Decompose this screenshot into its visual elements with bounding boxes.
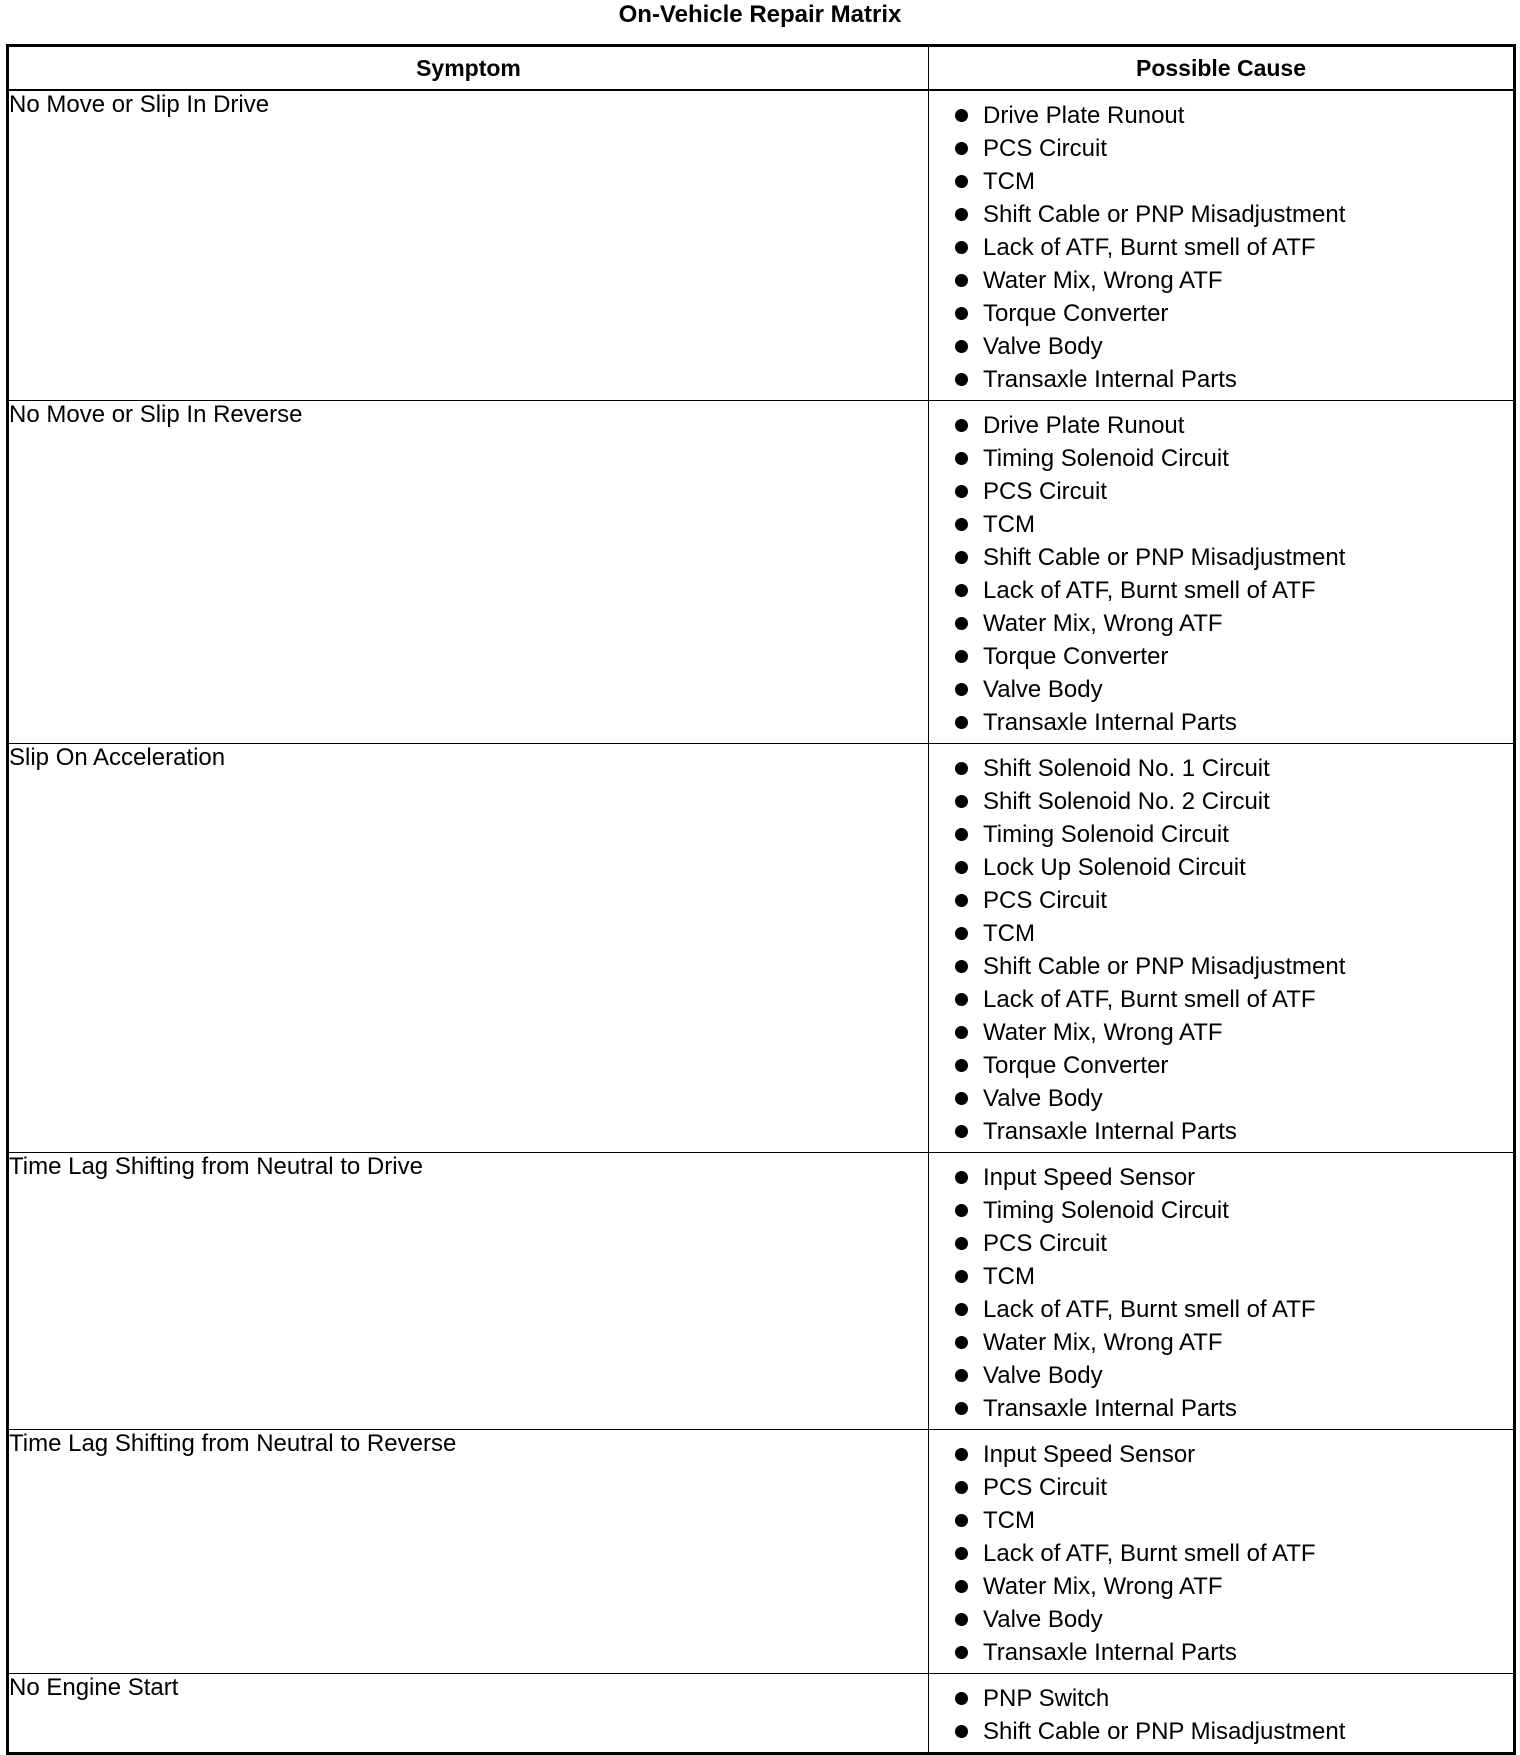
cause-list-item [929, 409, 1513, 442]
cause-text: TCM [983, 511, 1035, 538]
bullet-icon [955, 1613, 968, 1626]
cause-text: Lack of ATF, Burnt smell of ATF [983, 1296, 1316, 1323]
cause-text: TCM [983, 920, 1035, 947]
cause-list-item [929, 1570, 1513, 1603]
cause-text: TCM [983, 1507, 1035, 1534]
cause-text: Water Mix, Wrong ATF [983, 1573, 1223, 1600]
cause-list [929, 401, 1513, 743]
symptom-cell: No Engine Start [8, 1674, 929, 1754]
bullet-icon [955, 1646, 968, 1659]
cause-list-item [929, 363, 1513, 396]
symptom-cell: No Move or Slip In Reverse [8, 401, 929, 744]
cause-text: Transaxle Internal Parts [983, 1118, 1237, 1145]
bullet-icon [955, 716, 968, 729]
symptom-column-header: Symptom [8, 46, 929, 91]
cause-text: Input Speed Sensor [983, 1164, 1196, 1191]
cause-text: Shift Cable or PNP Misadjustment [983, 1718, 1346, 1745]
cause-text: Input Speed Sensor [983, 1441, 1196, 1468]
cause-list-item [929, 1392, 1513, 1425]
bullet-icon [955, 1059, 968, 1072]
bullet-icon [955, 208, 968, 221]
cause-list-item [929, 297, 1513, 330]
possible-cause-cell [929, 1674, 1515, 1754]
table-body [8, 90, 1515, 1754]
cause-text: Transaxle Internal Parts [983, 366, 1237, 393]
cause-text: Transaxle Internal Parts [983, 1639, 1237, 1666]
bullet-icon [955, 1303, 968, 1316]
cause-list-item [929, 1636, 1513, 1669]
cause-list [929, 1153, 1513, 1429]
cause-text: Torque Converter [983, 643, 1169, 670]
cause-list-item [929, 1016, 1513, 1049]
cause-list-item [929, 884, 1513, 917]
cause-text: Shift Cable or PNP Misadjustment [983, 953, 1346, 980]
cause-list-item [929, 330, 1513, 363]
cause-text: Water Mix, Wrong ATF [983, 267, 1223, 294]
cause-text: Water Mix, Wrong ATF [983, 1329, 1223, 1356]
cause-list-item [929, 1260, 1513, 1293]
possible-cause-cell [929, 744, 1515, 1153]
cause-text: PCS Circuit [983, 1474, 1108, 1501]
symptom-cell: Time Lag Shifting from Neutral to Reverse [8, 1430, 929, 1674]
cause-list-item [929, 1537, 1513, 1570]
cause-list-item [929, 508, 1513, 541]
cause-text: Lack of ATF, Burnt smell of ATF [983, 1540, 1316, 1567]
cause-list-item [929, 165, 1513, 198]
bullet-icon [955, 241, 968, 254]
cause-list-item [929, 198, 1513, 231]
cause-text: Shift Solenoid No. 1 Circuit [983, 755, 1270, 782]
bullet-icon [955, 307, 968, 320]
cause-text: Timing Solenoid Circuit [983, 1197, 1229, 1224]
possible-cause-column-header: Possible Cause [929, 46, 1515, 91]
cause-list-item [929, 1194, 1513, 1227]
cause-list-item [929, 818, 1513, 851]
cause-list-item [929, 1504, 1513, 1537]
cause-list-item [929, 1049, 1513, 1082]
cause-text: Lack of ATF, Burnt smell of ATF [983, 234, 1316, 261]
repair-matrix-table [6, 44, 1516, 1755]
cause-list-item [929, 983, 1513, 1016]
cause-list-item [929, 1227, 1513, 1260]
cause-text: PCS Circuit [983, 887, 1108, 914]
bullet-icon [955, 960, 968, 973]
cause-text: Timing Solenoid Circuit [983, 445, 1229, 472]
cause-text: Transaxle Internal Parts [983, 1395, 1237, 1422]
symptom-cell: No Move or Slip In Drive [8, 90, 929, 401]
bullet-icon [955, 1204, 968, 1217]
table-header-row [8, 46, 1515, 91]
cause-text: TCM [983, 1263, 1035, 1290]
cause-text: Water Mix, Wrong ATF [983, 610, 1223, 637]
bullet-icon [955, 828, 968, 841]
cause-text: Timing Solenoid Circuit [983, 821, 1229, 848]
bullet-icon [955, 551, 968, 564]
bullet-icon [955, 993, 968, 1006]
cause-list-item [929, 1603, 1513, 1636]
bullet-icon [955, 795, 968, 808]
cause-list-item [929, 1161, 1513, 1194]
cause-list-item [929, 1326, 1513, 1359]
cause-list [929, 744, 1513, 1152]
cause-list [929, 1430, 1513, 1673]
cause-list-item [929, 950, 1513, 983]
bullet-icon [955, 1092, 968, 1105]
cause-text: TCM [983, 168, 1035, 195]
bullet-icon [955, 1336, 968, 1349]
table-row [8, 1674, 1515, 1754]
bullet-icon [955, 584, 968, 597]
bullet-icon [955, 650, 968, 663]
cause-list-item [929, 673, 1513, 706]
cause-list-item [929, 1471, 1513, 1504]
cause-list-item [929, 1682, 1513, 1715]
bullet-icon [955, 1402, 968, 1415]
cause-text: Water Mix, Wrong ATF [983, 1019, 1223, 1046]
bullet-icon [955, 1725, 968, 1738]
cause-list-item [929, 706, 1513, 739]
bullet-icon [955, 1448, 968, 1461]
cause-list-item [929, 752, 1513, 785]
cause-list-item [929, 851, 1513, 884]
cause-text: Shift Solenoid No. 2 Circuit [983, 788, 1270, 815]
cause-text: Valve Body [983, 333, 1103, 360]
cause-list-item [929, 264, 1513, 297]
bullet-icon [955, 142, 968, 155]
bullet-icon [955, 1125, 968, 1138]
table-row [8, 744, 1515, 1153]
cause-list [929, 1674, 1513, 1752]
symptom-cell: Slip On Acceleration [8, 744, 929, 1153]
cause-text: Valve Body [983, 1085, 1103, 1112]
table-row [8, 90, 1515, 401]
bullet-icon [955, 762, 968, 775]
cause-text: Drive Plate Runout [983, 102, 1185, 129]
cause-text: PNP Switch [983, 1685, 1110, 1712]
cause-list-item [929, 442, 1513, 475]
cause-list-item [929, 785, 1513, 818]
bullet-icon [955, 274, 968, 287]
cause-text: Valve Body [983, 676, 1103, 703]
cause-text: Lack of ATF, Burnt smell of ATF [983, 577, 1316, 604]
cause-text: Drive Plate Runout [983, 412, 1185, 439]
cause-list-item [929, 231, 1513, 264]
cause-text: Torque Converter [983, 300, 1169, 327]
table-row [8, 401, 1515, 744]
cause-list-item [929, 1715, 1513, 1748]
bullet-icon [955, 1171, 968, 1184]
symptom-cell: Time Lag Shifting from Neutral to Drive [8, 1153, 929, 1430]
table-row [8, 1430, 1515, 1674]
bullet-icon [955, 894, 968, 907]
cause-text: Transaxle Internal Parts [983, 709, 1237, 736]
cause-text: Lock Up Solenoid Circuit [983, 854, 1246, 881]
cause-list [929, 91, 1513, 400]
bullet-icon [955, 1481, 968, 1494]
bullet-icon [955, 1514, 968, 1527]
bullet-icon [955, 1369, 968, 1382]
bullet-icon [955, 518, 968, 531]
cause-list-item [929, 1438, 1513, 1471]
table-row [8, 1153, 1515, 1430]
possible-cause-cell [929, 90, 1515, 401]
cause-list-item [929, 1082, 1513, 1115]
bullet-icon [955, 1237, 968, 1250]
cause-list-item [929, 132, 1513, 165]
bullet-icon [955, 927, 968, 940]
possible-cause-cell [929, 1153, 1515, 1430]
bullet-icon [955, 1026, 968, 1039]
cause-text: Lack of ATF, Burnt smell of ATF [983, 986, 1316, 1013]
cause-list-item [929, 1115, 1513, 1148]
bullet-icon [955, 861, 968, 874]
cause-text: PCS Circuit [983, 478, 1108, 505]
bullet-icon [955, 452, 968, 465]
cause-list-item [929, 574, 1513, 607]
cause-list-item [929, 99, 1513, 132]
bullet-icon [955, 1270, 968, 1283]
bullet-icon [955, 1547, 968, 1560]
bullet-icon [955, 419, 968, 432]
possible-cause-cell [929, 1430, 1515, 1674]
cause-list-item [929, 475, 1513, 508]
cause-text: Torque Converter [983, 1052, 1169, 1079]
cause-text: Valve Body [983, 1362, 1103, 1389]
cause-text: Valve Body [983, 1606, 1103, 1633]
bullet-icon [955, 109, 968, 122]
cause-list-item [929, 917, 1513, 950]
bullet-icon [955, 1692, 968, 1705]
cause-list-item [929, 607, 1513, 640]
bullet-icon [955, 373, 968, 386]
cause-text: Shift Cable or PNP Misadjustment [983, 544, 1346, 571]
cause-list-item [929, 1359, 1513, 1392]
bullet-icon [955, 683, 968, 696]
cause-list-item [929, 541, 1513, 574]
cause-list-item [929, 640, 1513, 673]
cause-text: PCS Circuit [983, 1230, 1108, 1257]
bullet-icon [955, 617, 968, 630]
possible-cause-cell [929, 401, 1515, 744]
bullet-icon [955, 175, 968, 188]
cause-list-item [929, 1293, 1513, 1326]
bullet-icon [955, 1580, 968, 1593]
cause-text: Shift Cable or PNP Misadjustment [983, 201, 1346, 228]
bullet-icon [955, 340, 968, 353]
page-title: On-Vehicle Repair Matrix [618, 1, 902, 28]
cause-text: PCS Circuit [983, 135, 1108, 162]
bullet-icon [955, 485, 968, 498]
